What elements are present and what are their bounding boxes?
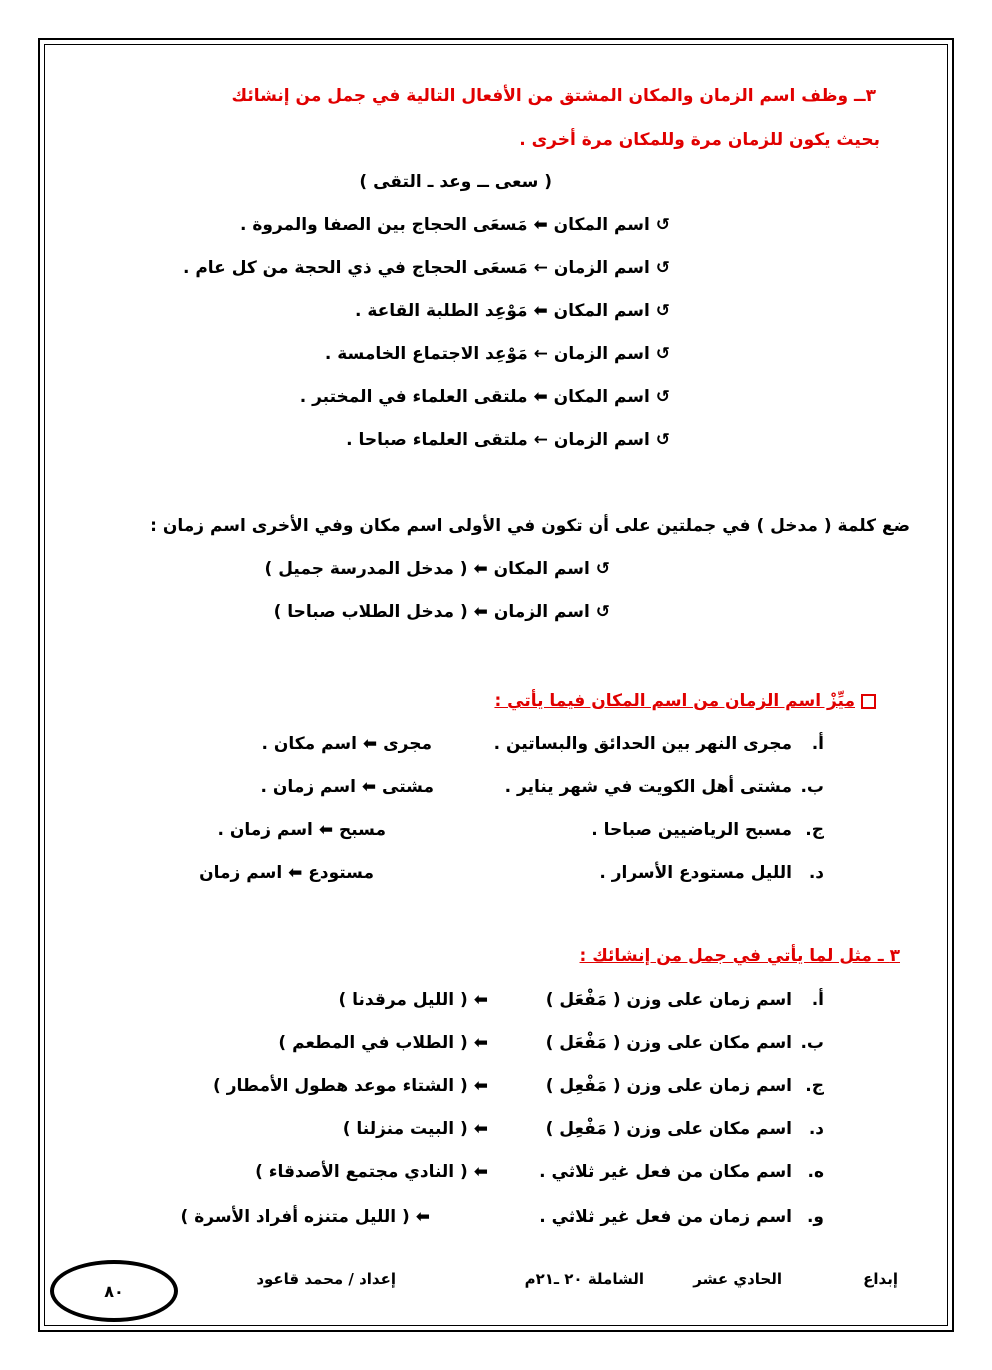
arrow-left-icon: ← — [533, 258, 548, 278]
section1-item-2 — [183, 256, 670, 280]
item-type: اسم الزمان — [553, 344, 650, 364]
item-type: اسم الزمان — [553, 258, 650, 278]
bullet-c-icon: ↺ — [655, 344, 670, 364]
bullet-c-icon: ↺ — [595, 602, 610, 622]
section1-item-3 — [355, 299, 670, 323]
arrow-left-icon: ⬅ — [533, 215, 548, 235]
section4-item-4-letter: د. — [808, 1119, 824, 1139]
item-type: اسم الزمان — [493, 602, 590, 622]
arrow-left-icon: ⬅ — [533, 387, 548, 407]
arrow-left-icon: ← — [533, 344, 548, 364]
section3-heading — [494, 689, 876, 713]
bullet-c-icon: ↺ — [655, 258, 670, 278]
section4-item-4-example: ⬅ ( البيت منزلنا ) — [342, 1119, 488, 1139]
footer-author: إعداد / محمد قاعود — [256, 1270, 396, 1288]
section4-item-3-prompt: اسم زمان على وزن ( مَفْعِل ) — [545, 1076, 792, 1096]
arrow-left-icon: ⬅ — [533, 301, 548, 321]
item-type: اسم المكان — [493, 559, 590, 579]
arrow-left-icon: ⬅ — [288, 863, 303, 883]
section3-item-2-sentence: مشتى أهل الكويت في شهر يناير . — [504, 777, 792, 797]
item-sentence: مَسعَى الحجاج في ذي الحجة من كل عام . — [182, 258, 528, 278]
item-sentence: ( مدخل المدرسة جميل ) — [264, 559, 468, 579]
section4-item-1-example: ⬅ ( الليل مرقدنا ) — [338, 990, 488, 1010]
section3-item-4-sentence: الليل مستودع الأسرار . — [599, 863, 792, 883]
section1-verbs: ( سعى ــ وعد ـ التقى ) — [359, 172, 552, 192]
arrow-left-icon: ← — [533, 430, 548, 450]
section3-heading-text: ميِّزْ اسم الزمان من اسم المكان فيما يأتي : — [494, 691, 855, 711]
section1-instruction-line1: ٣ــ وظف اسم الزمان والمكان المشتق من الأفعال التالية في جمل من إنشائك — [231, 86, 876, 106]
section2-instruction: ضع كلمة ( مدخل ) في جملتين على أن تكون في الأولى اسم مكان وفي الأخرى اسم زمان : — [150, 516, 910, 536]
section4-heading: ٣ ـ مثل لما يأتي في جمل من إنشائك : — [579, 946, 900, 966]
item-sentence: ملتقى العلماء صباحا . — [346, 430, 528, 450]
item-type: اسم المكان — [553, 301, 650, 321]
arrow-left-icon: ⬅ — [415, 1207, 430, 1227]
section1-item-1 — [240, 213, 670, 237]
section4-item-1-prompt: اسم زمان على وزن ( مَفْعَل ) — [545, 990, 792, 1010]
section3-item-3-sentence: مسبح الرياضيين صباحا . — [591, 820, 792, 840]
section2-item-2 — [274, 600, 610, 624]
section4-item-6-prompt: اسم زمان من فعل غير ثلاثي . — [539, 1207, 792, 1227]
section3-item-2-answer: مشتى ⬅ اسم زمان . — [260, 777, 434, 797]
section4-item-6-letter: و. — [806, 1207, 824, 1227]
section3-item-4-answer: مستودع ⬅ اسم زمان — [199, 863, 374, 883]
section4-item-2-letter: ب. — [800, 1033, 824, 1053]
section4-item-4-prompt: اسم مكان على وزن ( مَفْعِل ) — [545, 1119, 792, 1139]
section1-item-4 — [325, 342, 670, 366]
section1-item-5 — [300, 385, 670, 409]
item-sentence: مَسعَى الحجاج بين الصفا والمروة . — [239, 215, 528, 235]
arrow-left-icon: ⬅ — [362, 734, 378, 754]
arrow-left-icon: ⬅ — [473, 1033, 488, 1053]
bullet-c-icon: ↺ — [655, 301, 670, 321]
item-type: اسم المكان — [553, 215, 650, 235]
arrow-left-icon: ⬅ — [473, 1119, 488, 1139]
arrow-left-icon: ⬅ — [473, 1162, 488, 1182]
item-sentence: ( مدخل الطلاب صباحا ) — [273, 602, 468, 622]
section3-item-3-letter: ج. — [805, 820, 824, 840]
item-type: اسم المكان — [553, 387, 650, 407]
section3-item-4-letter: د. — [808, 863, 824, 883]
section1-item-6 — [346, 428, 670, 452]
bullet-c-icon: ↺ — [655, 387, 670, 407]
section3-item-2-letter: ب. — [800, 777, 824, 797]
bullet-c-icon: ↺ — [655, 215, 670, 235]
checkbox-icon — [861, 694, 876, 709]
section4-item-2-example: ⬅ ( الطلاب في المطعم ) — [278, 1033, 488, 1053]
section4-item-5-letter: ه. — [807, 1162, 824, 1182]
section1-instruction-line2: بحيث يكون للزمان مرة وللمكان مرة أخرى . — [519, 130, 880, 150]
arrow-left-icon: ⬅ — [318, 820, 334, 840]
section4-item-1-letter: أ. — [811, 990, 824, 1010]
bullet-c-icon: ↺ — [655, 430, 670, 450]
arrow-left-icon: ⬅ — [473, 559, 488, 579]
section2-item-1 — [265, 557, 610, 581]
section4-item-2-prompt: اسم مكان على وزن ( مَفْعَل ) — [545, 1033, 792, 1053]
bullet-c-icon: ↺ — [595, 559, 610, 579]
section4-item-5-example: ⬅ ( النادي مجتمع الأصدقاء ) — [255, 1162, 488, 1182]
arrow-left-icon: ⬅ — [473, 1076, 488, 1096]
arrow-left-icon: ⬅ — [473, 602, 488, 622]
arrow-left-icon: ⬅ — [361, 777, 377, 797]
arrow-left-icon: ⬅ — [473, 990, 488, 1010]
section4-item-3-example: ⬅ ( الشتاء موعد هطول الأمطار ) — [213, 1076, 488, 1096]
page-number: ٨٠ — [104, 1281, 124, 1301]
item-type: اسم الزمان — [553, 430, 650, 450]
section3-item-3-answer: مسبح ⬅ اسم زمان . — [217, 820, 386, 840]
item-sentence: ملتقى العلماء في المختبر . — [299, 387, 528, 407]
footer-book: الشاملة ٢٠ ـ٢١م — [524, 1270, 644, 1288]
section3-item-1-sentence: مجرى النهر بين الحدائق والبساتين . — [493, 734, 792, 754]
footer-grade: الحادي عشر — [693, 1270, 782, 1288]
section4-item-3-letter: ج. — [805, 1076, 824, 1096]
section3-item-1-letter: أ. — [811, 734, 824, 754]
item-sentence: مَوْعِد الاجتماع الخامسة . — [324, 344, 528, 364]
footer-ibdaa: إبداع — [863, 1270, 898, 1288]
page-number-oval — [50, 1260, 178, 1322]
section4-item-5-prompt: اسم مكان من فعل غير ثلاثي . — [539, 1162, 792, 1182]
item-sentence: مَوْعِد الطلبة القاعة . — [355, 301, 528, 321]
section4-item-6-example: ⬅ ( الليل متنزه أفراد الأسرة ) — [180, 1207, 430, 1227]
section3-item-1-answer: مجرى ⬅ اسم مكان . — [261, 734, 432, 754]
